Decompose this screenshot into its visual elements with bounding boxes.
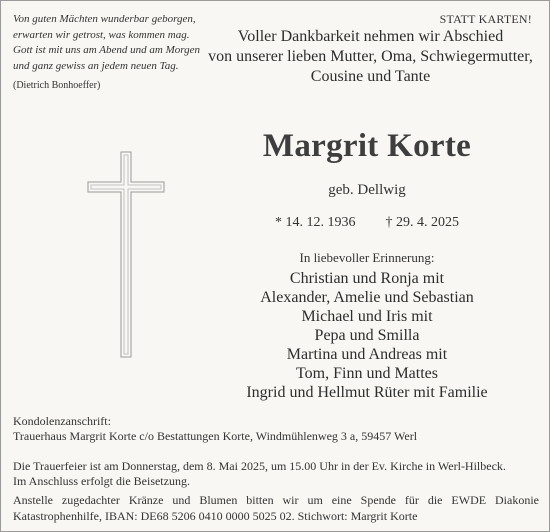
intro-line: Cousine und Tante	[310, 68, 431, 85]
birth-date: * 14. 12. 1936	[275, 215, 356, 230]
family-line: Christian und Ronja mit	[289, 270, 445, 287]
poem-line: Gott ist mit uns am Abend und am Morgen	[13, 44, 200, 57]
intro-text	[198, 27, 543, 87]
death-date: † 29. 4. 2025	[385, 215, 459, 230]
donation-line: Anstelle zugedachter Kränze und Blumen bitten wir um eine Spende für die EWDE Diakonie	[13, 493, 539, 507]
family-list	[198, 269, 536, 402]
address-label: Kondolenzanschrift:	[13, 414, 111, 428]
family-line: Martina und Andreas mit	[286, 346, 448, 363]
condolence-address	[13, 414, 417, 444]
family-line: Pepa und Smilla	[314, 327, 420, 344]
family-line: Ingrid und Hellmut Rüter mit Familie	[246, 384, 488, 401]
poem-line: und ganz gewiss an jedem neuen Tag.	[13, 59, 179, 72]
address-line: Trauerhaus Margrit Korte c/o Bestattungen Korte, Windmühlenweg 3 a, 59457 Werl	[13, 429, 418, 443]
poem-line: Von guten Mächten wunderbar geborgen,	[13, 13, 196, 25]
donation-line: Katastrophenhilfe, IBAN: DE68 5206 0410 0000 5025 02. Stichwort: Margrit Korte	[13, 509, 418, 523]
intro-line: Voller Dankbarkeit nehmen wir Abschied	[237, 28, 504, 45]
family-line: Tom, Finn und Mattes	[296, 365, 438, 382]
statt-karten-label: STATT KARTEN!	[439, 12, 532, 26]
poem-line: erwarten wir getrost, was kommen mag.	[13, 28, 190, 41]
funeral-info	[13, 459, 506, 489]
funeral-line: Im Anschluss erfolgt die Beisetzung.	[13, 474, 190, 488]
poem-author: (Dietrich Bonhoeffer)	[13, 80, 101, 91]
family-line: Alexander, Amelie und Sebastian	[260, 289, 474, 306]
life-dates	[198, 215, 536, 231]
birth-name: geb. Dellwig	[328, 182, 406, 198]
family-line: Michael und Iris mit	[301, 308, 433, 325]
deceased-name: Margrit Korte	[262, 128, 472, 164]
cross-icon	[86, 150, 166, 360]
memory-label: In liebevoller Erinnerung:	[299, 250, 435, 265]
funeral-line: Die Trauerfeier ist am Donnerstag, dem 8. Mai 2025, um 15.00 Uhr in der Ev. Kirche in Werl-Hilbeck.	[13, 459, 506, 473]
donation-info	[13, 492, 539, 524]
poem	[13, 12, 218, 74]
intro-line: von unserer lieben Mutter, Oma, Schwiegermutter,	[208, 48, 533, 65]
